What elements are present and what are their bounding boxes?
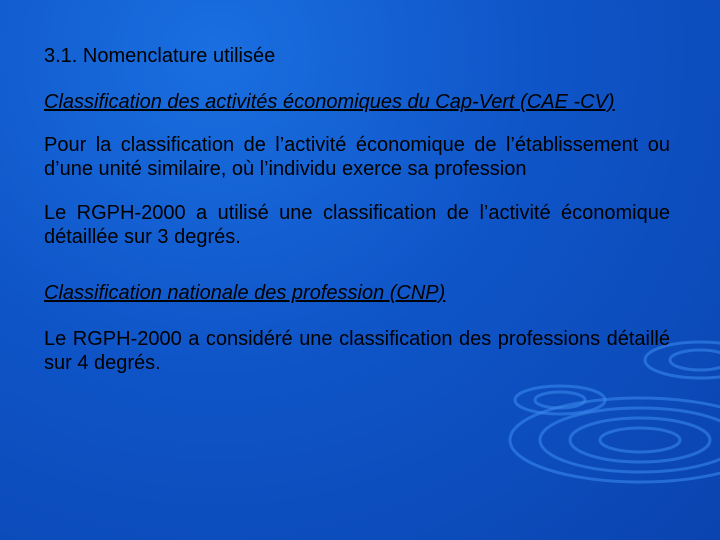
slide-heading: 3.1. Nomenclature utilisée [44, 45, 276, 67]
slide-content [44, 44, 670, 395]
paragraph-activity-classification: Pour la classification de l’activité économique de l’établissement ou d’une unité similaire, où l’individu exerce sa profession [44, 134, 670, 180]
paragraph-rgph-professions: Le RGPH-2000 a considéré une classification des professions détaillé sur 4 degrés. [44, 328, 670, 374]
section-title-cae-cv: Classification des activités économiques du Cap-Vert (CAE -CV) [44, 91, 615, 113]
section-title-cnp: Classification nationale des profession (CNP) [44, 282, 446, 304]
paragraph-rgph-activity: Le RGPH-2000 a utilisé une classification de l’activité économique détaillée sur 3 degrés. [44, 202, 670, 248]
